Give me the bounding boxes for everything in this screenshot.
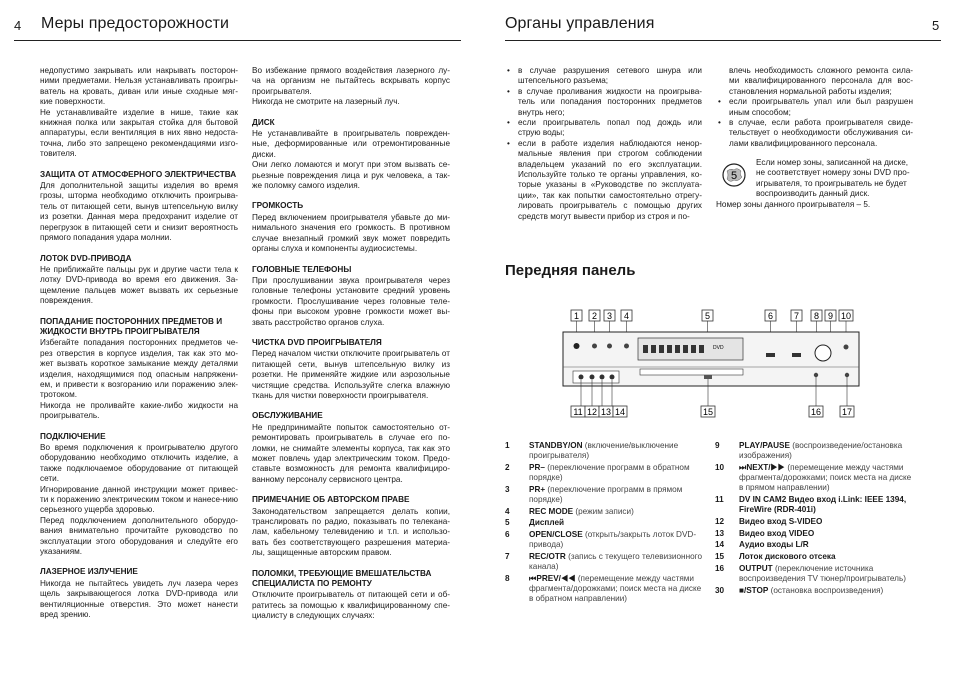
bullet-item: • если проигрыватель попал под дождь или струю воды; — [505, 118, 702, 139]
legend-name: Лоток дискового отсека — [739, 552, 836, 562]
standby-button — [574, 343, 580, 349]
bullet-item: • если в работе изделия наблюдаются ненор-мальные явления при строгом соблюдении владельцем указаний по его эксплуатации. Используйте только те органы управления, ко-торые указаны в «Руководстве по эксплуата-ции», так как попытки самостоятельно отрегу-лировать проигрыватель с помощью других средств могут вывести прибор из строя и по- — [505, 139, 702, 222]
callouts-bottom — [571, 406, 854, 417]
legend-desc: (включение/выключение проигрывателя) — [529, 441, 679, 461]
legend-item — [715, 540, 915, 550]
paragraph: Перед включением проигрывателя убавьте до ми-нимального значения его громкость. В противном случае внезапный громкий звук может повредить органы слуха и компоненты аудиосистемы. — [252, 212, 450, 254]
callout-2: 2 — [591, 311, 598, 321]
legend-item — [715, 552, 915, 562]
legend-desc: (переключение программ в прямом порядке) — [529, 484, 683, 505]
paragraph: Во время подключения к проигрывателю другого оборудованию необходимо отключить изделие, а также подключаемое оборудование от питающей сети. — [40, 443, 238, 484]
callout-8: 8 — [813, 311, 820, 321]
legend-desc: (режим записи) — [573, 506, 634, 516]
legend-number: 30 — [715, 585, 725, 595]
section-heading: ОБСЛУЖИВАНИЕ — [252, 411, 323, 421]
legend-name: DV IN CAM2 Видео вход i.Link: IEEE 1394, FireWire (RDR-401i) — [739, 495, 907, 515]
paragraph: Для дополнительной защиты изделия во время грозы, шторма необходимо отключить проигрыва-тель от питающей сети, вынув штепсельную вилку из розетки. Данная мера предохранит изделие от перегрузок в питающей сети и снизит вероятность прямого попадания удара молнии. — [40, 181, 238, 243]
legend-item — [715, 529, 915, 539]
paragraph: Избегайте попадания посторонних предметов че-рез отверстия в корпусе изделия, так как это мо-жет вызвать короткое замыкание между деталями изделия, находящимися под опасным напряжени-ем, и привести к возгоранию или поражению элек-тротоком. — [40, 338, 238, 400]
callout-4: 4 — [623, 311, 630, 321]
legend-name: Аудио входы L/R — [739, 540, 809, 550]
legend-number: 14 — [715, 540, 725, 550]
legend-name: ■/STOP — [739, 585, 769, 595]
paragraph: Законодательством запрещается делать копии, транслировать по радио, показывать по телекана-лам, кабельному телевидению и т.п. и использо-вать без соответствующего разрешения материа-лы, защищенные авторским правом. — [252, 506, 450, 558]
paragraph: При прослушивании звука проигрывателя через головные телефоны установите средний уровень громкости. Прослушивание через головные теле-фоны при высоком уровне громкости может вы-звать расстройство органов слуха. — [252, 275, 450, 327]
legend-desc: (перемещение между частями фрагмента/дорожками; поиск места на диске в обратном направлении) — [529, 573, 702, 604]
legend-left — [505, 441, 705, 606]
paragraph: недопустимо закрывать или накрывать посторон-ними предметами. Нельзя устанавливать проигры-ватель на кровать, диван или иные сходные мяг-кие поверхности. — [40, 66, 238, 107]
paragraph: Не устанавливайте изделие в нише, такие как книжная полка или закрытая стойка для бытовой аппаратуры, если вентиляция в них явно недоста-точна, либо это запрещено рекомендациями изго-товителя. — [40, 107, 238, 159]
legend-number: 10 — [715, 462, 725, 472]
callout-5: 5 — [704, 311, 711, 321]
legend-name: Видео вход VIDEO — [739, 528, 815, 538]
callout-6: 6 — [767, 311, 774, 321]
left-page-title: Меры предосторожности — [41, 15, 230, 32]
bullet-item: • в случае разрушения сетевого шнура или штепсельного разъема; — [505, 66, 702, 87]
paragraph: Игнорирование данной инструкции может привес-ти к поражению электрическим током и нанесе-нию серьезного ущерба здоровью. — [40, 484, 238, 515]
column-1 — [40, 66, 238, 621]
zone-note: Если номер зоны, записанной на диске, не соответствует номеру зоны DVD про-игрывателя, то проигрыватель не будет воспроизводить данный диск. — [756, 158, 910, 199]
front-panel-diagram — [505, 305, 865, 425]
legend-desc: (воспроизведение/остановка изображения) — [739, 441, 903, 461]
legend-desc: (открыть/закрыть лоток DVD-привода) — [529, 530, 697, 550]
column-3 — [505, 66, 702, 222]
paragraph: Во избежание прямого воздействия лазерного лу-ча на организм не пытайтесь вскрывать корпус проигрывателя. — [252, 66, 450, 96]
legend-right — [715, 441, 915, 597]
legend-item — [505, 574, 705, 605]
legend-number: 2 — [505, 462, 510, 472]
legend-name: ⏮PREV/◀◀ — [529, 573, 576, 583]
paragraph: Никогда не смотрите на лазерный луч. — [252, 97, 400, 107]
legend-item — [505, 463, 705, 483]
legend-desc: (перемещение между частями фрагмента/дорожками; поиск места на диске в прямом направлении) — [739, 462, 912, 493]
legend-item — [715, 463, 915, 494]
legend-number: 1 — [505, 441, 510, 450]
pr-minus-button — [592, 344, 597, 349]
stop-button — [845, 373, 849, 377]
legend-item — [715, 564, 915, 584]
paragraph: Никогда не проливайте какие-либо жидкости на проигрыватель. — [40, 400, 238, 421]
legend-name: OUTPUT — [739, 563, 773, 573]
output-button — [814, 373, 818, 377]
bullet-item: • в случае проливания жидкости на проигрыва-тель или попадания посторонних предметов внутрь него; — [505, 87, 702, 118]
paragraph: Перед подключением дополнительного оборудо-вания внимательно прочитайте руководство по эксплуатации этого оборудования и следуйте его указаниям. — [40, 515, 238, 557]
legend-item — [505, 530, 705, 550]
section-heading: ГРОМКОСТЬ — [252, 201, 304, 211]
region-globe-icon — [719, 160, 749, 190]
pr-plus-button — [607, 344, 612, 349]
legend-number: 16 — [715, 563, 725, 573]
column-2 — [252, 66, 450, 622]
legend-number: 7 — [505, 552, 510, 562]
legend-number: 11 — [715, 495, 724, 505]
rec-mode-button — [624, 344, 629, 349]
callout-17: 17 — [841, 407, 853, 417]
legend-number: 3 — [505, 484, 510, 494]
legend-number: 15 — [715, 552, 725, 562]
zone-number-text: Номер зоны данного проигрывателя – 5. — [716, 200, 871, 209]
section-heading: ПОПАДАНИЕ ПОСТОРОННИХ ПРЕДМЕТОВ И ЖИДКОСТИ ВНУТРЬ ПРОИГРЫВАТЕЛЯ — [40, 316, 223, 336]
bullet-item: • в случае, если работа проигрывателя свиде-тельствует о необходимости обслуживания си-лами квалифицированного персонала. — [716, 118, 913, 149]
paragraph: Перед началом чистки отключите проигрыватель от питающей сети, вынув штепсельную вилку из розетки. Не применяйте жидкие или аэрозольные чистящие средства. Используйте слегка влажную ткань для чистки поверхности проигрывателя. — [252, 349, 450, 400]
legend-name: PLAY/PAUSE — [739, 441, 790, 450]
legend-number: 13 — [715, 528, 725, 538]
legend-item — [715, 441, 915, 461]
paragraph: Не предпринимайте попыток самостоятельно от-ремонтировать проигрыватель в случае его по-ломки, не снимайте элементы корпуса, так как это может повлечь удар электрическим током. Предо-ставьте возможность для ремонта квалифициро-ванному персоналу сервисного центра. — [252, 422, 450, 484]
section-heading: ПОЛОМКИ, ТРЕБУЮЩИЕ ВМЕШАТЕЛЬСТВА СПЕЦИАЛИСТА ПО РЕМОНТУ — [252, 568, 432, 589]
section-heading: ПРИМЕЧАНИЕ ОБ АВТОРСКОМ ПРАВЕ — [252, 495, 410, 505]
legend-name: Дисплей — [529, 518, 565, 528]
section-heading: ЧИСТКА DVD ПРОИГРЫВАТЕЛЯ — [252, 337, 382, 347]
legend-number: 8 — [505, 573, 510, 583]
disc-tray — [640, 369, 743, 375]
callout-13: 13 — [600, 407, 612, 417]
bullet-item: • если проигрыватель упал или был разрушен иным способом; — [716, 97, 913, 118]
callout-1: 1 — [573, 311, 580, 321]
legend-item — [505, 441, 705, 461]
legend-name: REC MODE — [529, 506, 574, 516]
brand-mark: DVD — [713, 345, 724, 351]
callouts-top — [571, 310, 853, 321]
right-header-rule — [505, 40, 941, 41]
legend-number: 12 — [715, 516, 725, 526]
callout-9: 9 — [827, 311, 834, 321]
section-heading: ГОЛОВНЫЕ ТЕЛЕФОНЫ — [252, 264, 352, 274]
paragraph: влечь необходимость сложного ремонта сила-ми квалифицированного персонала для вос-становления нормальной работы изделия; — [729, 66, 913, 96]
right-page-number: 5 — [932, 18, 940, 33]
left-header-rule — [14, 40, 461, 41]
legend-number: 6 — [505, 530, 510, 540]
paragraph: Отключите проигрыватель от питающей сети и об-ратитесь за помощью к квалифицированному спе-циалисту в следующих случаях: — [252, 590, 450, 621]
legend-desc: (остановка воспроизведения) — [768, 585, 884, 595]
callout-12: 12 — [586, 407, 598, 417]
paragraph: Не приближайте пальцы рук и другие части тела к лотку DVD-привода во время его движения. За-щемление пальцев может вызвать их серьезные повреждения. — [40, 264, 238, 306]
jog-dial — [815, 345, 831, 361]
legend-name: PR+ — [529, 484, 546, 494]
legend-item — [505, 485, 705, 505]
rec-otr-button — [792, 353, 801, 357]
legend-number: 9 — [715, 441, 720, 450]
legend-desc: (переключение программ в обратном порядке) — [529, 462, 690, 483]
open-close-button — [766, 353, 775, 357]
next-button — [844, 345, 849, 350]
right-page-title: Органы управления — [505, 15, 655, 32]
callout-14: 14 — [614, 407, 626, 417]
left-page-number: 4 — [14, 18, 22, 33]
callout-10: 10 — [840, 311, 852, 321]
legend-name: ⏭NEXT/▶▶ — [739, 462, 786, 472]
paragraph: Не устанавливайте в проигрыватель поврежден-ные, деформированные или отремонтированные диски. — [252, 129, 450, 159]
section-title: Передняя панель — [505, 262, 636, 279]
legend-name: PR– — [529, 462, 545, 472]
legend-item — [715, 517, 915, 527]
paragraph: Они легко ломаются и могут при этом вызвать се-рьезные повреждения лица и рук человека, а так-же поломку самого изделия. — [252, 160, 450, 191]
callout-7: 7 — [793, 311, 800, 321]
section-heading: ЗАЩИТА ОТ АТМОСФЕРНОГО ЭЛЕКТРИЧЕСТВА — [40, 169, 237, 179]
paragraph: Никогда не пытайтесь увидеть луч лазера через щель закрывающегося лотка DVD-привода или вентиляционные отверстия. Это может нанести вред зрению. — [40, 578, 238, 620]
section-heading: ДИСК — [252, 117, 275, 127]
callout-11: 11 — [573, 407, 583, 417]
legend-item — [715, 495, 915, 515]
section-heading: ЛОТОК DVD-ПРИВОДА — [40, 253, 132, 263]
column-4 — [716, 66, 913, 149]
legend-name: STANDBY/ON — [529, 441, 583, 450]
zone-number: 5 — [730, 170, 738, 182]
legend-name: Видео вход S-VIDEO — [739, 516, 823, 526]
legend-name: OPEN/CLOSE — [529, 530, 583, 540]
section-heading: ПОДКЛЮЧЕНИЕ — [40, 431, 106, 441]
callout-3: 3 — [606, 311, 613, 321]
legend-item — [505, 552, 705, 572]
section-heading: ЛАЗЕРНОЕ ИЗЛУЧЕНИЕ — [40, 567, 138, 577]
legend-item — [715, 586, 915, 596]
callout-15: 15 — [702, 407, 714, 417]
legend-name: REC/OTR — [529, 552, 566, 562]
callout-16: 16 — [810, 407, 822, 417]
legend-item — [505, 507, 705, 517]
legend-number: 4 — [505, 506, 510, 516]
legend-desc: (запись с текущего телевизионного канала) — [529, 552, 703, 572]
legend-item — [505, 518, 705, 528]
legend-desc: (переключение источника воспроизведения TV тюнер/проигрыватель) — [739, 563, 906, 583]
legend-number: 5 — [505, 518, 510, 528]
